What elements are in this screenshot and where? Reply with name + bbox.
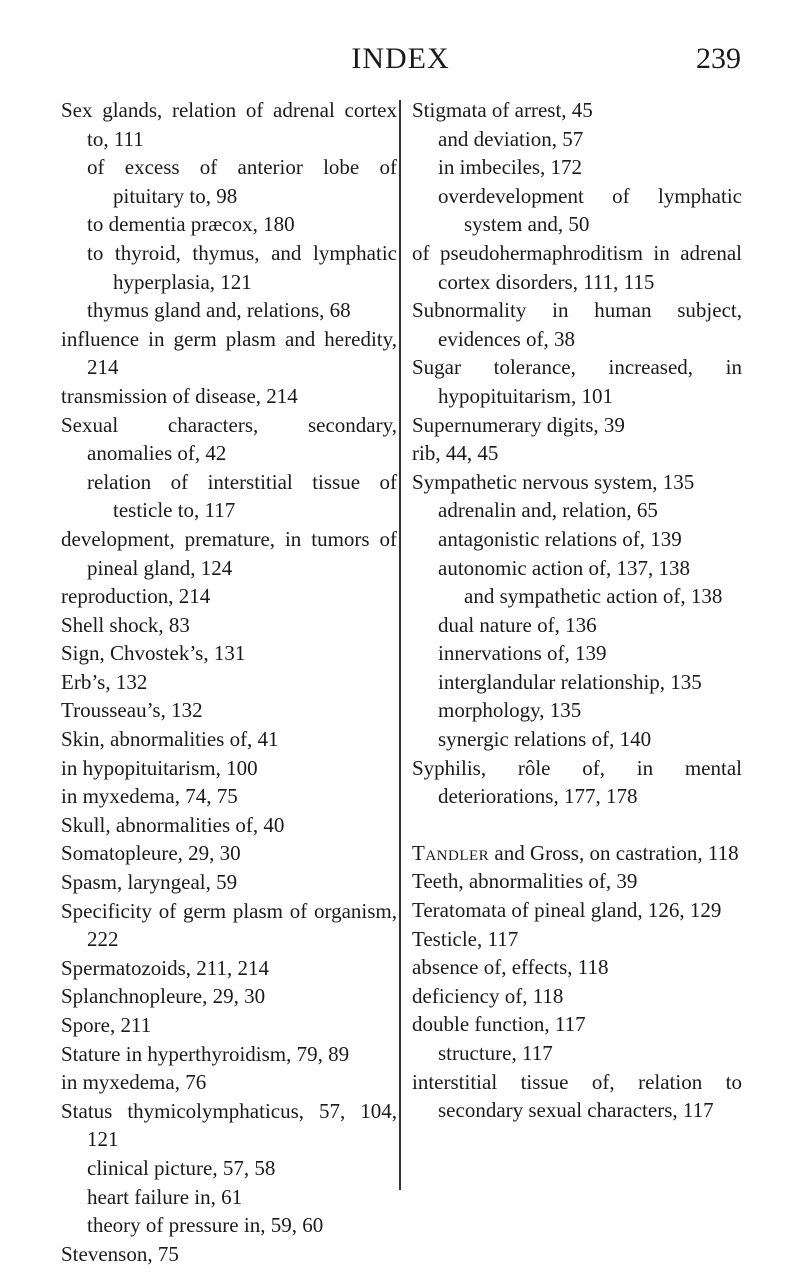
index-entry <box>412 96 742 125</box>
index-entry <box>61 582 397 611</box>
index-entry <box>412 925 742 954</box>
index-entry-text: double function, 117 <box>412 1012 586 1037</box>
page-number: 239 <box>696 42 741 75</box>
index-entry-text: Stature in hyperthyroidism, 79, 89 <box>61 1041 350 1066</box>
index-entry-text: in hypopituitarism, 100 <box>61 755 258 780</box>
index-entry <box>61 782 397 811</box>
index-entry <box>438 125 742 154</box>
index-entry-text: Status thymicolymphaticus, 57, 104, 121 <box>61 1098 397 1152</box>
index-entry-text: Sugar tolerance, increased, in hypopituitarism, 101 <box>412 355 742 408</box>
index-entry <box>412 439 742 468</box>
index-entry-text: structure, 117 <box>438 1041 553 1065</box>
index-entry <box>61 839 397 868</box>
index-entry <box>61 696 397 725</box>
index-entry <box>87 153 397 210</box>
index-entry-text: influence in germ plasm and heredity, 214 <box>61 326 397 380</box>
index-entry-text: and deviation, 57 <box>438 126 584 151</box>
index-entry-text: deficiency of, 118 <box>412 983 564 1008</box>
index-entry <box>412 411 742 440</box>
index-entry-text: Sign, Chvostek’s, 131 <box>61 641 246 666</box>
index-entry-text: Supernumerary digits, 39 <box>412 412 625 437</box>
index-entry-text: heart failure in, 61 <box>87 1184 243 1209</box>
index-entry <box>61 811 397 840</box>
index-entry-text: dual nature of, 136 <box>438 612 597 637</box>
index-entry-text: interglandular relationship, 135 <box>438 669 702 694</box>
index-column-right <box>412 96 742 1125</box>
index-entry-text: in imbeciles, 172 <box>438 155 583 180</box>
index-entry <box>87 1183 397 1212</box>
index-entry <box>412 896 742 925</box>
index-entry-text: of excess of anterior lobe of pituitary to, 98 <box>87 155 397 208</box>
index-entry <box>438 554 742 583</box>
index-entry <box>438 182 742 239</box>
index-column-left <box>61 96 397 1268</box>
index-entry-text: Erb’s, 132 <box>61 669 148 694</box>
index-entry <box>412 468 742 497</box>
index-entry-text: Teratomata of pineal gland, 126, 129 <box>412 898 722 923</box>
index-entry <box>87 1154 397 1183</box>
index-entry-text: Shell shock, 83 <box>61 612 190 637</box>
index-entry <box>464 582 742 611</box>
index-entry-text: Skull, abnormalities of, 40 <box>61 812 285 837</box>
index-entry <box>61 411 397 468</box>
index-entry-text: in myxedema, 74, 75 <box>61 784 238 809</box>
index-entry-text: innervations of, 139 <box>438 641 607 666</box>
index-entry-lead: Tandler <box>412 840 490 865</box>
index-entry-text: to thyroid, thymus, and lymphatic hyperplasia, 121 <box>87 240 397 294</box>
index-entry <box>61 325 397 382</box>
index-entry-text: rib, 44, 45 <box>412 441 499 466</box>
index-entry-text: theory of pressure in, 59, 60 <box>87 1213 324 1238</box>
index-entry <box>61 954 397 983</box>
index-entry-text: synergic relations of, 140 <box>438 727 652 752</box>
index-entry <box>412 1068 742 1125</box>
index-entry <box>87 468 397 525</box>
index-entry-text: thymus gland and, relations, 68 <box>87 298 351 323</box>
index-entry <box>87 1211 397 1240</box>
index-entry-text: Trousseau’s, 132 <box>61 698 203 723</box>
index-entry-text: Specificity of germ plasm of organism, 222 <box>61 898 397 952</box>
index-entry-text: Splanchnopleure, 29, 30 <box>61 984 266 1009</box>
index-entry <box>412 867 742 896</box>
index-entry-text: Spore, 211 <box>61 1013 152 1037</box>
index-entry-text: transmission of disease, 214 <box>61 383 298 408</box>
index-entry-text: Sympathetic nervous system, 135 <box>412 469 695 494</box>
index-entry-text: Skin, abnormalities of, 41 <box>61 727 279 752</box>
index-entry-text: and sympathetic action of, 138 <box>464 584 723 609</box>
index-entry <box>61 897 397 954</box>
index-entry <box>438 153 742 182</box>
index-entry <box>412 353 742 410</box>
index-entry <box>412 982 742 1011</box>
index-entry <box>87 296 397 325</box>
index-entry-text: reproduction, 214 <box>61 584 211 609</box>
index-entry-text: antagonistic relations of, 139 <box>438 526 682 551</box>
page-header <box>0 42 801 86</box>
index-entry-text: of pseudohermaphroditism in adrenal cortex disorders, 111, 115 <box>412 240 742 294</box>
index-entry <box>61 96 397 153</box>
index-entry <box>61 982 397 1011</box>
column-divider <box>399 100 401 1190</box>
index-entry <box>61 611 397 640</box>
index-entry-text: in myxedema, 76 <box>61 1070 207 1095</box>
index-entry <box>412 839 742 868</box>
index-entry <box>61 1011 397 1040</box>
index-entry <box>438 496 742 525</box>
index-entry-text: Syphilis, rôle of, in mental deteriorations, 177, 178 <box>412 755 742 809</box>
index-entry <box>61 725 397 754</box>
index-entry-text: morphology, 135 <box>438 698 582 723</box>
index-entry <box>61 525 397 582</box>
index-entry-text: Spasm, laryngeal, 59 <box>61 870 238 895</box>
index-entry <box>61 1068 397 1097</box>
index-entry-text: Teeth, abnormalities of, 39 <box>412 869 638 894</box>
index-entry <box>87 210 397 239</box>
index-entry <box>61 668 397 697</box>
index-entry-text: Stevenson, 75 <box>61 1241 179 1266</box>
index-entry <box>412 1010 742 1039</box>
index-entry-text: and Gross, on castration, 118 <box>494 840 739 865</box>
index-entry <box>412 239 742 296</box>
index-entry-text: development, premature, in tumors of pineal gland, 124 <box>61 526 397 580</box>
index-entry <box>61 1240 397 1269</box>
index-entry <box>438 639 742 668</box>
index-entry-text: autonomic action of, 137, 138 <box>438 555 690 580</box>
index-entry-text: adrenalin and, relation, 65 <box>438 498 658 523</box>
index-entry <box>61 1040 397 1069</box>
index-entry <box>61 754 397 783</box>
index-entry <box>61 639 397 668</box>
index-entry-text: relation of interstitial tissue of testicle to, 117 <box>87 469 397 523</box>
index-entry-text: Sexual characters, secondary, anomalies of, 42 <box>61 412 397 466</box>
page-title: INDEX <box>351 42 450 75</box>
index-entry <box>438 525 742 554</box>
index-entry <box>438 696 742 725</box>
index-entry <box>438 611 742 640</box>
index-entry <box>61 382 397 411</box>
index-entry-text: Spermatozoids, 211, 214 <box>61 955 270 980</box>
index-entry-text: interstitial tissue of, relation to secondary sexual characters, 117 <box>412 1069 742 1123</box>
index-entry <box>61 868 397 897</box>
index-entry-text: absence of, effects, 118 <box>412 955 609 980</box>
index-entry <box>438 725 742 754</box>
index-entry-text: Testicle, 117 <box>412 926 519 951</box>
index-entry-text: to dementia præcox, 180 <box>87 212 295 237</box>
index-entry <box>412 296 742 353</box>
index-entry <box>438 1039 742 1068</box>
index-entry <box>438 668 742 697</box>
index-entry <box>61 1097 397 1154</box>
index-entry <box>412 754 742 811</box>
index-entry-text: Somatopleure, 29, 30 <box>61 841 241 866</box>
index-entry-text: overdevelopment of lymphatic system and, 50 <box>438 183 742 237</box>
index-entry <box>412 953 742 982</box>
index-entry-text: Sex glands, relation of adrenal cortex to, 111 <box>61 98 397 151</box>
index-entry-text: Subnormality in human subject, evidences of, 38 <box>412 298 742 351</box>
index-entry-text: Stigmata of arrest, 45 <box>412 98 593 122</box>
index-entry-text: clinical picture, 57, 58 <box>87 1155 276 1180</box>
index-entry <box>87 239 397 296</box>
